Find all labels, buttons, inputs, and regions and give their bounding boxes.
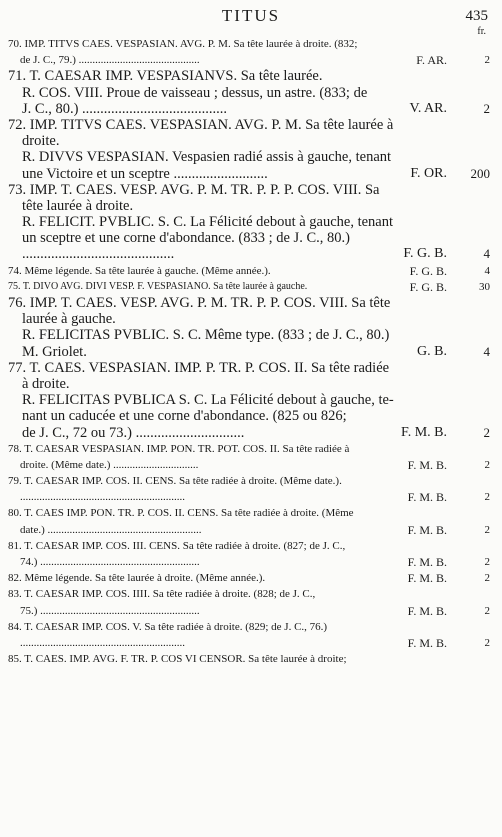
price-value: 200 (470, 165, 490, 181)
line-text: 85. T. CAES. IMP. AVG. F. TR. P. COS VI CENSOR. Sa tête laurée à droite; (8, 653, 347, 666)
rarity-metal-mark: V. AR. (409, 100, 447, 116)
line-text: 70. IMP. TITVS CAES. VESPASIAN. AVG. P. M. Sa tête laurée à droite. (832; (8, 38, 358, 50)
line-text: droite. (22, 133, 60, 150)
rarity-metal-mark: F. M. B. (407, 490, 447, 505)
catalogue-line (0, 425, 502, 441)
catalogue-line (0, 327, 502, 343)
line-text: tête laurée à droite. (22, 197, 134, 214)
line-text: .......................................... (22, 246, 175, 263)
price-value: 2 (484, 458, 490, 471)
catalogue-line (0, 489, 502, 505)
catalogue-line (0, 619, 502, 635)
price-value: 2 (484, 491, 490, 504)
catalogue-line (0, 408, 502, 424)
line-text: J. C., 80.) ........................................ (22, 100, 228, 117)
catalogue-line (0, 360, 502, 376)
catalogue-line (0, 376, 502, 392)
catalogue-line (0, 505, 502, 521)
rarity-metal-mark: F. M. B. (407, 555, 447, 569)
catalogue-line (0, 198, 502, 214)
catalogue-line (0, 586, 502, 602)
catalogue-line (0, 651, 502, 667)
catalogue-line (0, 230, 502, 246)
page-header (0, 6, 502, 36)
catalogue-line (0, 117, 502, 133)
rarity-metal-mark: F. G. B. (409, 263, 447, 278)
line-text: de J. C., 79.) ............................................ (20, 54, 200, 67)
catalogue-line (0, 166, 502, 182)
catalogue-line (0, 279, 502, 295)
line-text: R. DIVVS VESPASIAN. Vespasien radié assis à gauche, tenant (22, 149, 392, 166)
line-text: R. FELICIT. PVBLIC. S. C. La Félicité debout à gauche, tenant (22, 214, 394, 231)
catalogue-line (0, 441, 502, 457)
line-text: 73. IMP. T. CAES. VESP. AVG. P. M. TR. P. P. P. COS. VIII. Sa (8, 181, 380, 198)
catalogue-line (0, 36, 502, 52)
price-value: 2 (484, 54, 490, 67)
rarity-metal-mark: F. M. B. (401, 424, 447, 440)
catalogue-line (0, 522, 502, 538)
line-text: 81. T. CAESAR IMP. COS. III. CENS. Sa tête radiée à droite. (827; de J. C., (8, 539, 346, 552)
price-value: 2 (483, 424, 490, 440)
line-text: une Victoire et un sceptre .......................... (22, 165, 268, 182)
line-text: de J. C., 72 ou 73.) .............................. (22, 424, 245, 441)
rarity-metal-mark: F. M. B. (407, 522, 447, 537)
rarity-metal-mark: F. G. B. (409, 279, 447, 294)
catalogue-entries (0, 36, 502, 667)
rarity-metal-mark: F. OR. (410, 165, 447, 181)
price-value: 4 (483, 343, 490, 359)
catalogue-line (0, 538, 502, 554)
price-value: 2 (484, 572, 490, 585)
catalogue-line (0, 311, 502, 327)
catalogue-line (0, 85, 502, 101)
catalogue-line (0, 263, 502, 279)
line-text: nant un caducée et une corne d'abondance. (825 ou 826; (22, 408, 347, 425)
line-text: laurée à gauche. (22, 311, 116, 328)
price-value: 30 (479, 280, 490, 293)
line-text: R. COS. VIII. Proue de vaisseau ; dessus, un astre. (833; de (22, 84, 368, 101)
line-text: 71. T. CAESAR IMP. VESPASIANVS. Sa tête laurée. (8, 68, 323, 85)
catalogue-line (0, 214, 502, 230)
catalogue-line (0, 52, 502, 68)
price-value: 2 (484, 604, 490, 617)
line-text: 78. T. CAESAR VESPASIAN. IMP. PON. TR. POT. COS. II. Sa tête radiée à (8, 442, 350, 455)
line-text: 75. T. DIVO AVG. DIVI VESP. F. VESPASIANO. Sa tête laurée à gauche. (8, 280, 308, 292)
rarity-metal-mark: F. AR. (416, 53, 447, 68)
rarity-metal-mark: F. M. B. (407, 457, 447, 472)
line-text: 75.) .......................................................... (20, 604, 200, 617)
line-text: droite. (Même date.) ............................... (20, 458, 199, 471)
line-text: 77. T. CAES. VESPASIAN. IMP. P. TR. P. COS. II. Sa tête radiée (8, 359, 390, 376)
line-text: R. FELICITAS PVBLICA S. C. La Félicité debout à gauche, te- (22, 392, 394, 409)
price-value: 4 (483, 246, 490, 262)
catalogue-line (0, 149, 502, 165)
line-text: M. Griolet. (22, 343, 87, 360)
line-text: à droite. (22, 375, 70, 392)
rarity-metal-mark: F. G. B. (403, 246, 447, 262)
catalogue-line (0, 182, 502, 198)
catalogue-line (0, 246, 502, 262)
page-title: TITUS (221, 6, 281, 25)
line-text: 74.) .......................................................... (20, 556, 200, 568)
rarity-metal-mark: F. M. B. (407, 635, 447, 650)
line-text: R. FELICITAS PVBLIC. S. C. Même type. (833 ; de J. C., 80.) (22, 327, 390, 344)
line-text: un sceptre et une corne d'abondance. (833 ; de J. C., 80.) (22, 230, 350, 247)
line-text: 74. Même légende. Sa tête laurée à gauche. (Même année.). (8, 264, 271, 277)
currency-unit: fr. (477, 26, 486, 37)
catalogue-line (0, 603, 502, 619)
price-value: 2 (483, 100, 490, 116)
line-text: ............................................................ (20, 636, 185, 649)
catalogue-line (0, 570, 502, 586)
catalogue-line (0, 457, 502, 473)
catalogue-line (0, 68, 502, 84)
catalogue-line (0, 344, 502, 360)
page-number: 435 (465, 8, 488, 24)
price-value: 2 (484, 523, 490, 536)
line-text: 84. T. CAESAR IMP. COS. V. Sa tête radiée à droite. (829; de J. C., 76.) (8, 620, 328, 633)
price-value: 2 (484, 556, 490, 568)
catalogue-line (0, 635, 502, 651)
catalogue-line (0, 101, 502, 117)
rarity-metal-mark: F. M. B. (407, 571, 447, 586)
catalogue-line (0, 133, 502, 149)
price-value: 4 (484, 264, 490, 277)
line-text: 82. Même légende. Sa tête laurée à droite. (Même année.). (8, 572, 266, 585)
line-text: 83. T. CAESAR IMP. COS. IIII. Sa tête radiée à droite. (828; de J. C., (8, 588, 316, 601)
catalogue-line (0, 473, 502, 489)
rarity-metal-mark: F. M. B. (407, 603, 447, 618)
line-text: 76. IMP. T. CAES. VESP. AVG. P. M. TR. P. P. COS. VIII. Sa tête (8, 295, 391, 311)
line-text: date.) ........................................................ (20, 523, 202, 536)
catalogue-line (0, 554, 502, 570)
line-text: ............................................................ (20, 491, 185, 504)
line-text: 80. T. CAES IMP. PON. TR. P. COS. II. CENS. Sa tête radiée à droite. (Même (8, 507, 354, 520)
catalogue-line (0, 392, 502, 408)
line-text: 72. IMP. TITVS CAES. VESPASIAN. AVG. P. M. Sa tête laurée à (8, 116, 394, 133)
price-value: 2 (484, 636, 490, 649)
line-text: 79. T. CAESAR IMP. COS. II. CENS. Sa tête radiée à droite. (Même date.). (8, 475, 342, 488)
rarity-metal-mark: G. B. (417, 343, 447, 359)
catalogue-line (0, 295, 502, 311)
